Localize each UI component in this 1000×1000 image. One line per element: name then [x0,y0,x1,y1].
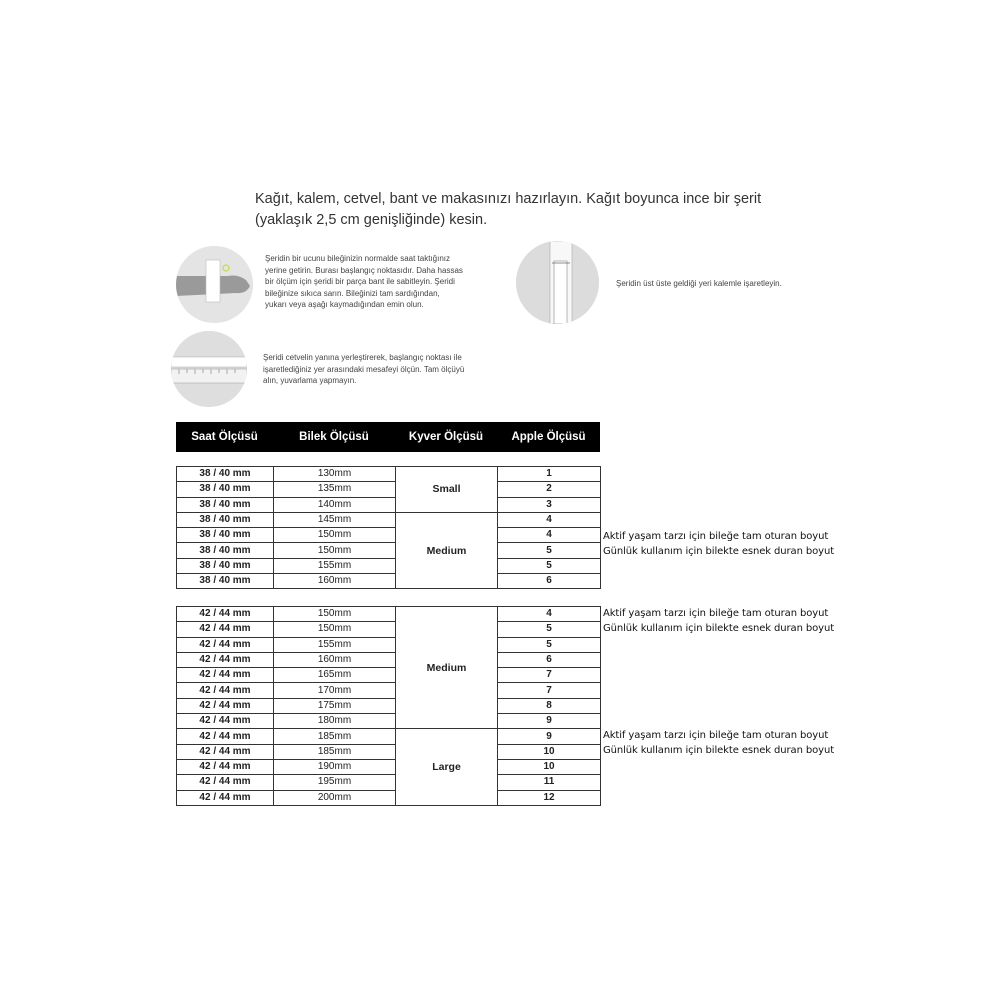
ruler-measure-illustration [171,331,247,407]
table-row: 42 / 44 mm 195mm 11 [177,775,601,790]
table-row: 38 / 40 mm 150mm 4 [177,528,601,543]
table-row: 42 / 44 mm 185mm 10 [177,744,601,759]
note-active-3: Aktif yaşam tarzı için bileğe tam oturan boyut [603,730,829,741]
note-daily-2: Günlük kullanım için bilekte esnek duran boyut [603,623,835,634]
header-saat: Saat Ölçüsü [176,422,273,452]
note-active-2: Aktif yaşam tarzı için bileğe tam oturan boyut [603,608,829,619]
table-row: 42 / 44 mm 175mm 8 [177,698,601,713]
size-table-38-40 [176,466,601,589]
step-3-text: Şeridi cetvelin yanına yerleştirerek, başlangıç noktası ile işaretlediğiniz yer arasındaki mesafeyi ölçün. Tam ölçüyü alın, yuvarlama yapmayın. [263,353,465,385]
table-row: 38 / 40 mm 130mm Small 1 [177,467,601,482]
strip-mark-illustration [516,241,599,324]
header-bilek: Bilek Ölçüsü [273,422,395,452]
kyver-large: Large [396,729,498,805]
step-1-text: Şeridin bir ucunu bileğinizin normalde saat taktığınız yerine getirin. Burası başlangıç noktasıdır. Daha hassas bir ölçüm için şeridi bir parça bant ile sabitleyin. Şeridi bileğinize sıkıca sarın. Bileğinizi tam sardığından, yukarı veya aşağı kaymadığından emin olun. [265,254,463,309]
table-row: 42 / 44 mm 155mm 5 [177,637,601,652]
kyver-medium: Medium [396,607,498,729]
step-2-text: Şeridin üst üste geldiği yeri kalemle işaretleyin. [616,279,782,288]
intro-text [255,189,795,231]
header-apple: Apple Ölçüsü [497,422,600,452]
table-row: 42 / 44 mm 180mm 9 [177,714,601,729]
table-row: 42 / 44 mm 150mm 5 [177,622,601,637]
table-row: 38 / 40 mm 145mm Medium 4 [177,512,601,527]
note-daily-3: Günlük kullanım için bilekte esnek duran boyut [603,745,835,756]
kyver-medium: Medium [396,512,498,588]
note-daily-1: Günlük kullanım için bilekte esnek duran boyut [603,546,835,557]
table-row: 38 / 40 mm 135mm 2 [177,482,601,497]
wrist-wrap-illustration [176,246,253,323]
header-kyver: Kyver Ölçüsü [395,422,497,452]
table-row: 42 / 44 mm 170mm 7 [177,683,601,698]
size-table-42-44 [176,606,601,806]
table-row: 38 / 40 mm 140mm 3 [177,497,601,512]
table-row: 42 / 44 mm 160mm 6 [177,652,601,667]
note-active-1: Aktif yaşam tarzı için bileğe tam oturan boyut [603,531,829,542]
table-row: 42 / 44 mm 150mm Medium 4 [177,607,601,622]
intro-line-2: (yaklaşık 2,5 cm genişliğinde) kesin. [255,212,488,228]
table-row: 38 / 40 mm 150mm 5 [177,543,601,558]
table-row: 42 / 44 mm 165mm 7 [177,668,601,683]
table-row: 38 / 40 mm 155mm 5 [177,558,601,573]
intro-line-1: Kağıt, kalem, cetvel, bant ve makasınızı hazırlayın. Kağıt boyunca ince bir şerit [255,191,762,207]
table-row: 42 / 44 mm 190mm 10 [177,759,601,774]
kyver-small: Small [396,467,498,513]
table-row: 42 / 44 mm 200mm 12 [177,790,601,805]
size-table-header [176,422,600,452]
table-row: 38 / 40 mm 160mm 6 [177,574,601,589]
table-row: 42 / 44 mm 185mm Large 9 [177,729,601,744]
